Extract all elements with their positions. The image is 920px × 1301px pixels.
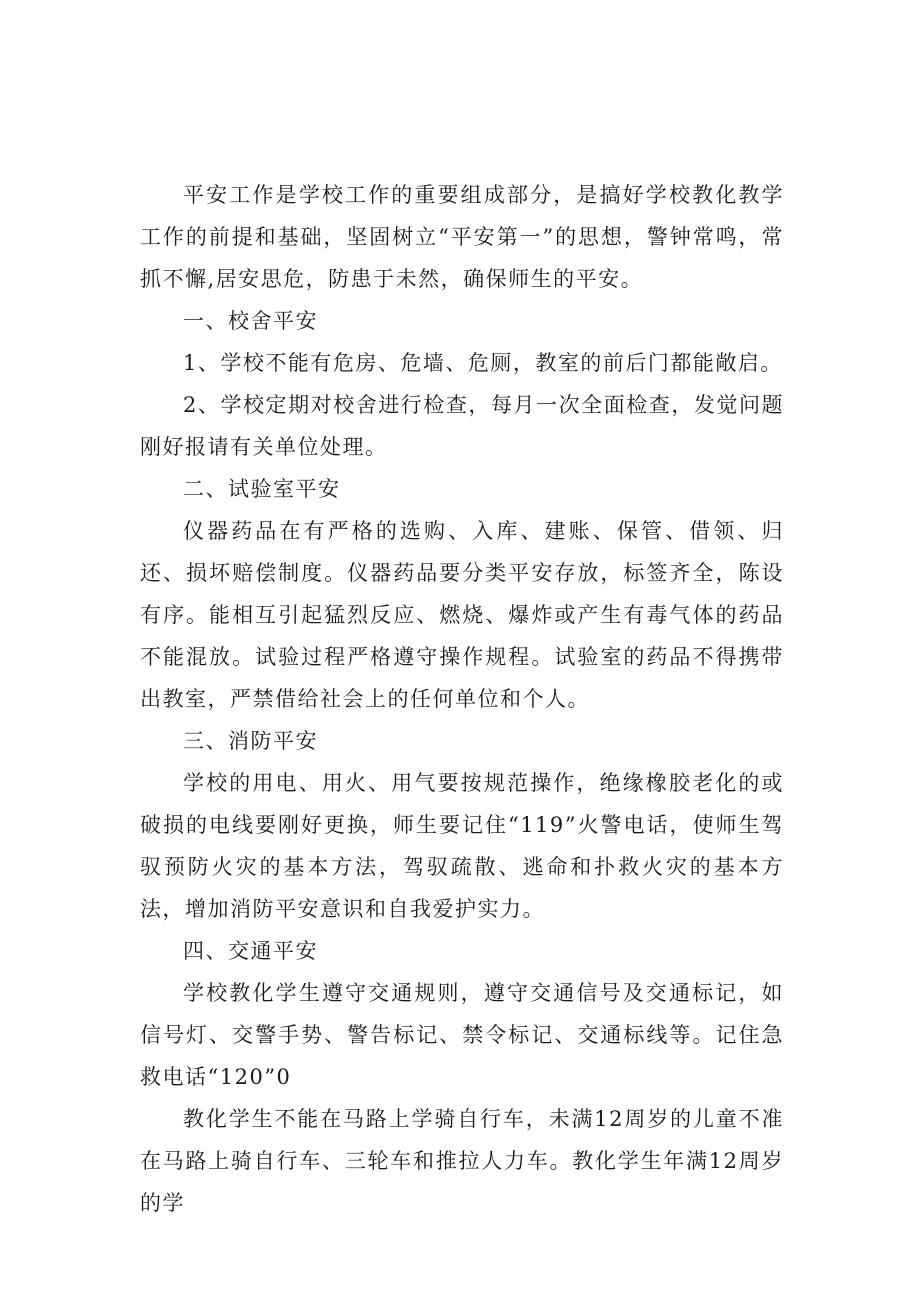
section-heading-school-buildings: 一、校舍平安 [183,309,318,333]
section-heading-traffic-safety: 四、交通平安 [183,939,318,963]
laboratory-paragraph: 仪器药品在有严格的选购、入库、建账、保管、借领、归还、损坏赔偿制度。仪器药品要分类平安存放，标签齐全，陈设有序。能相互引起猛烈反应、燃烧、爆炸或产生有毒气体的药品不能混放。试验过程严格遵守操作规程。试验室的药品不得携带出教室，严禁借给社会上的任何单位和个人。 [140,519,784,711]
buildings-item-1: 1、学校不能有危房、危墙、危厕，教室的前后门都能敞启。 [183,351,783,375]
intro-paragraph: 平安工作是学校工作的重要组成部分，是搞好学校教化教学工作的前提和基础，坚固树立“平安第一”的思想，警钟常鸣，常抓不懈,居安思危，防患于未然，确保师生的平安。 [140,183,784,291]
traffic-safety-paragraph: 学校教化学生遵守交通规则，遵守交通信号及交通标记，如信号灯、交警手势、警告标记、禁令标记、交通标线等。记住急救电话“120”0 [140,981,784,1089]
traffic-safety-paragraph-2: 教化学生不能在马路上学骑自行车，未满12周岁的儿童不准在马路上骑自行车、三轮车和推拉人力车。教化学生年满12周岁的学 [140,1107,784,1215]
section-heading-fire-safety: 三、消防平安 [183,729,318,753]
fire-safety-paragraph: 学校的用电、用火、用气要按规范操作，绝缘橡胶老化的或破损的电线要刚好更换，师生要记住“119”火警电话，使师生驾驭预防火灾的基本方法，驾驭疏散、逃命和扑救火灾的基本方法，增加消防平安意识和自我爱护实力。 [140,771,784,921]
buildings-item-2: 2、学校定期对校舍进行检查，每月一次全面检查，发觉问题刚好报请有关单位处理。 [140,393,784,459]
document-body [140,174,784,1224]
section-heading-laboratory: 二、试验室平安 [183,477,341,501]
